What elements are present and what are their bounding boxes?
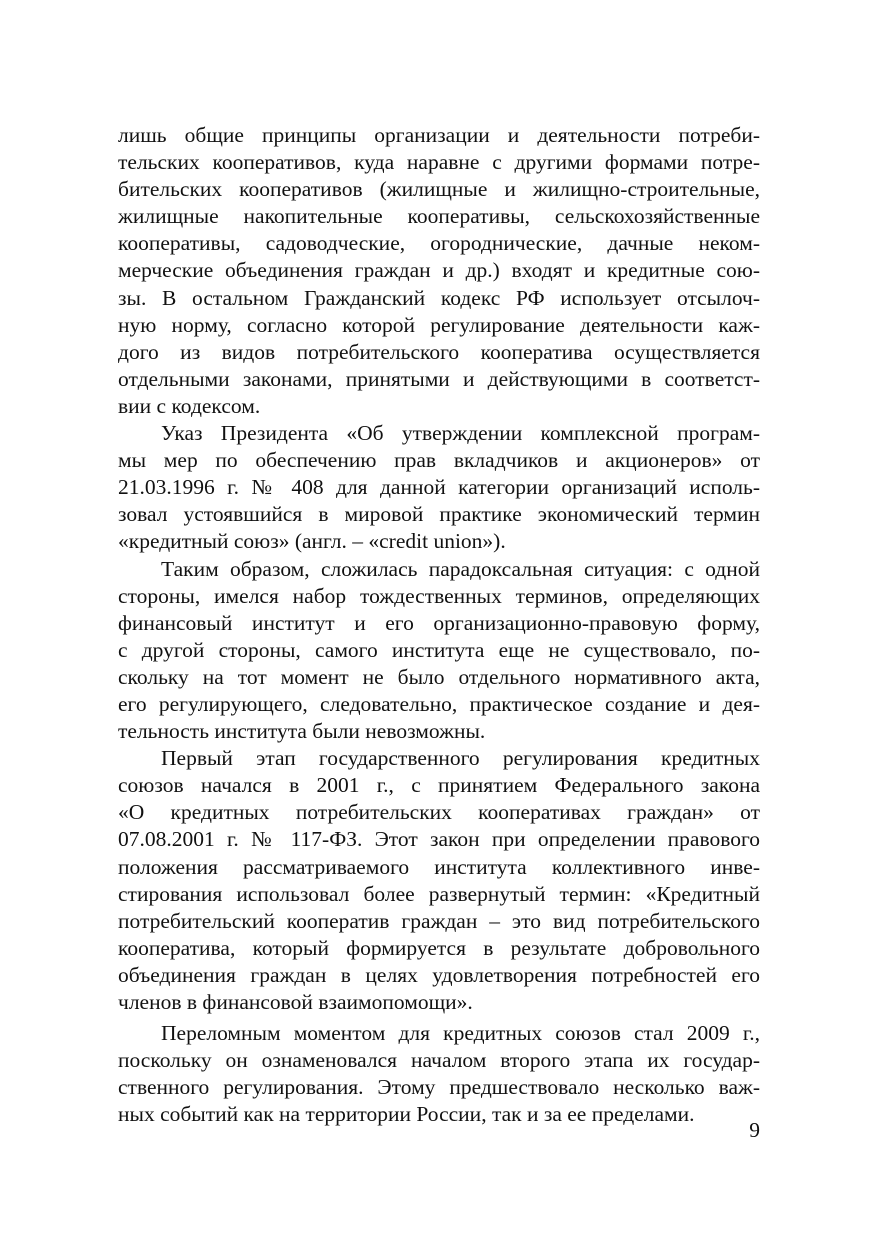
text-line: «О кредитных потребительских кооперативах граждан» от [118,800,760,825]
text-line: объединения граждан в целях удовлетворения потребностей его [118,962,760,987]
text-line: отдельными законами, принятыми и действующими в соответст- [118,366,760,391]
text-line: с другой стороны, самого института еще не существовало, по- [118,637,760,662]
text-line: тельских кооперативов, куда наравне с другими формами потре- [118,150,760,175]
text-line: мерческие объединения граждан и др.) входят и кредитные сою- [118,258,760,283]
text-line: жилищные накопительные кооперативы, сельскохозяйственные [118,204,760,229]
text-line: его регулирующего, следовательно, практическое создание и дея- [118,691,760,716]
page-number: 9 [749,1118,760,1142]
text-line: 21.03.1996 г. № 408 для данной категории организаций исполь- [118,475,760,500]
text-line: кооператива, который формируется в результате добровольного [118,935,760,960]
text-line: «кредитный союз» (англ. – «credit union»). [118,529,506,554]
text-line: союзов начался в 2001 г., с принятием Федерального закона [118,773,760,798]
text-line: Указ Президента «Об утверждении комплексной програм- [161,421,760,446]
text-line: ную норму, согласно которой регулирование деятельности каж- [118,312,760,337]
text-line: лишь общие принципы организации и деятельности потреби- [118,123,760,147]
text-line: членов в финансовой взаимопомощи». [118,990,473,1014]
text-line: стороны, имелся набор тождественных терминов, определяющих [118,583,760,608]
text-line: тельность института были невозможны. [118,719,486,744]
text-line: мы мер по обеспечению прав вкладчиков и акционеров» от [118,448,760,473]
text-line: поскольку он ознаменовался началом второго этапа их государ- [118,1048,760,1073]
page-body [118,122,760,1128]
text-line: положения рассматриваемого института коллективного инве- [118,854,760,879]
text-line: потребительский кооператив граждан – это вид потребительского [118,908,760,933]
text-line: зовал устоявшийся в мировой практике экономический термин [118,502,760,527]
text-line: Первый этап государственного регулирования кредитных [161,746,760,771]
text-line: Таким образом, сложилась парадоксальная ситуация: с одной [161,556,760,581]
paragraph [118,556,760,746]
text-line: ных событий как на территории России, так и за ее пределами. [118,1102,695,1127]
paragraph [118,1020,760,1128]
paragraph [118,122,760,420]
text-line: кооперативы, садоводческие, огороднические, дачные неком- [118,231,760,256]
text-line: ственного регулирования. Этому предшествовало несколько важ- [118,1075,760,1100]
text-line: зы. В остальном Гражданский кодекс РФ использует отсылоч- [118,285,760,310]
paragraph [118,745,760,1016]
text-line: Переломным моментом для кредитных союзов стал 2009 г., [161,1021,760,1046]
text-line: стирования использовал более развернутый термин: «Кредитный [118,881,760,906]
text-line: дого из видов потребительского кооператива осуществляется [118,339,760,364]
text-line: скольку на тот момент не было отдельного нормативного акта, [118,664,760,689]
text-line: финансовый институт и его организационно-правовую форму, [118,610,760,635]
paragraph [118,420,760,555]
text-line: бительских кооперативов (жилищные и жилищно-строительные, [118,177,760,202]
text-line: 07.08.2001 г. № 117-ФЗ. Этот закон при определении правового [118,827,760,852]
text-line: вии с кодексом. [118,393,261,418]
